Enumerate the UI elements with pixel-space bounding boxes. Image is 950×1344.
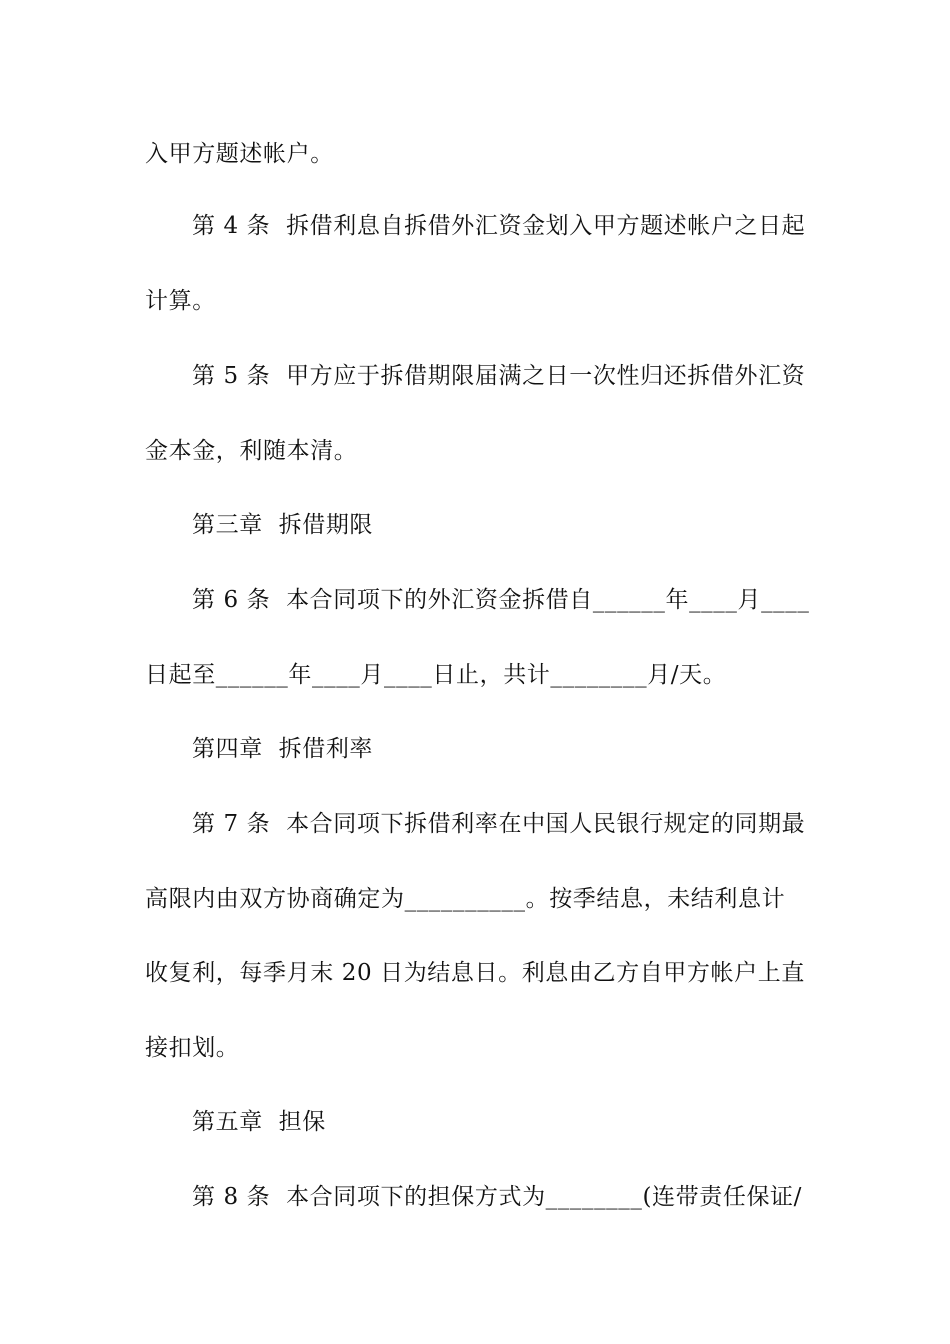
paragraph-line: 收复利，每季月末 20 日为结息日。利息由乙方自甲方帐户上直 <box>145 960 805 986</box>
paragraph-line: 日起至______年____月____日止，共计________月/天。 <box>145 662 727 688</box>
chapter-5-heading: 第五章 担保 <box>192 1109 326 1135</box>
article-6-line: 第 6 条 本合同项下的外汇资金拆借自______年____月____ <box>192 587 810 613</box>
article-5-line: 第 5 条 甲方应于拆借期限届满之日一次性归还拆借外汇资 <box>192 363 806 389</box>
article-7-line: 第 7 条 本合同项下拆借利率在中国人民银行规定的同期最 <box>192 811 806 837</box>
chapter-4-heading: 第四章 拆借利率 <box>192 736 374 762</box>
paragraph-line: 计算。 <box>145 288 216 314</box>
chapter-3-heading: 第三章 拆借期限 <box>192 512 374 538</box>
article-4-line: 第 4 条 拆借利息自拆借外汇资金划入甲方题述帐户之日起 <box>192 213 806 239</box>
paragraph-line: 入甲方题述帐户。 <box>145 141 334 167</box>
article-8-line: 第 8 条 本合同项下的担保方式为________(连带责任保证/ <box>192 1184 802 1210</box>
paragraph-line: 高限内由双方协商确定为__________。按季结息，未结利息计 <box>145 886 786 912</box>
paragraph-line: 接扣划。 <box>145 1035 240 1061</box>
paragraph-line: 金本金，利随本清。 <box>145 438 358 464</box>
